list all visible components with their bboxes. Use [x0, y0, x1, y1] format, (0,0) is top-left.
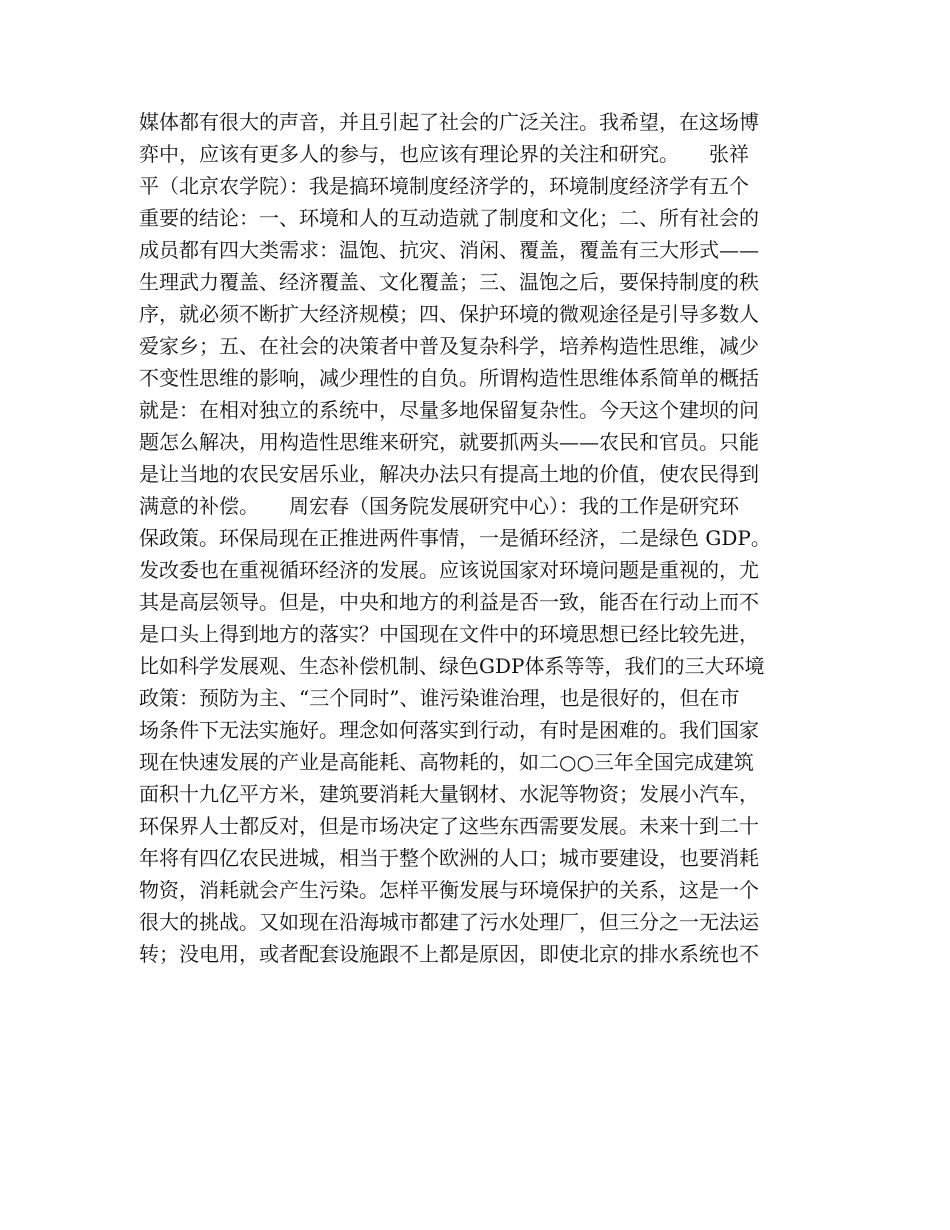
text-line: 成员都有四大类需求：温饱、抗灾、消闲、覆盖，覆盖有三大形式——: [139, 238, 759, 262]
text-line: 很大的挑战。又如现在沿海城市都建了污水处理厂，但三分之一无法运: [139, 910, 759, 934]
text-line: 是口头上得到地方的落实？中国现在文件中的环境思想已经比较先进，: [139, 622, 759, 646]
text-line: 题怎么解决，用构造性思维来研究，就要抓两头——农民和官员。只能: [139, 430, 759, 454]
text-line: 其是高层领导。但是，中央和地方的利益是否一致，能否在行动上而不: [139, 590, 759, 614]
text-line: 发改委也在重视循环经济的发展。应该说国家对环境问题是重视的，尤: [139, 558, 759, 582]
text-line: 现在快速发展的产业是高能耗、高物耗的，如二○○三年全国完成建筑: [139, 750, 754, 774]
text-line: 序，就必须不断扩大经济规模；四、保护环境的微观途径是引导多数人: [139, 302, 759, 326]
text-line: 爱家乡；五、在社会的决策者中普及复杂科学，培养构造性思维，减少: [139, 334, 759, 358]
text-line: 年将有四亿农民进城，相当于整个欧洲的人口；城市要建设，也要消耗: [139, 846, 759, 870]
text-line: 生理武力覆盖、经济覆盖、文化覆盖；三、温饱之后，要保持制度的秩: [139, 270, 759, 294]
text-line: 比如科学发展观、生态补偿机制、绿色GDP体系等等，我们的三大环境: [139, 654, 765, 678]
text-line: 重要的结论：一、环境和人的互动造就了制度和文化；二、所有社会的: [139, 206, 759, 230]
text-line: 物资，消耗就会产生污染。怎样平衡发展与环境保护的关系，这是一个: [139, 878, 759, 902]
text-line: 弈中，应该有更多人的参与，也应该有理论界的关注和研究。 张祥: [139, 142, 749, 166]
text-line: 面积十九亿平方米，建筑要消耗大量钢材、水泥等物资；发展小汽车，: [139, 782, 759, 806]
body-text: [139, 106, 819, 970]
text-line: 保政策。环保局现在正推进两件事情，一是循环经济，二是绿色 GDP。: [139, 526, 771, 550]
text-line: 不变性思维的影响，减少理性的自负。所谓构造性思维体系简单的概括: [139, 366, 759, 390]
text-line: 转；没电用，或者配套设施跟不上都是原因，即使北京的排水系统也不: [139, 942, 759, 966]
text-line: 媒体都有很大的声音，并且引起了社会的广泛关注。我希望，在这场博: [139, 110, 759, 134]
text-line: 平（北京农学院）：我是搞环境制度经济学的，环境制度经济学有五个: [139, 174, 749, 198]
text-line: 政策：预防为主、“三个同时”、谁污染谁治理，也是很好的，但在市: [139, 686, 740, 710]
text-line: 场条件下无法实施好。理念如何落实到行动，有时是困难的。我们国家: [139, 718, 759, 742]
text-line: 环保界人士都反对，但是市场决定了这些东西需要发展。未来十到二十: [139, 814, 759, 838]
text-line: 是让当地的农民安居乐业，解决办法只有提高土地的价值，使农民得到: [139, 462, 759, 486]
text-line: 就是：在相对独立的系统中，尽量多地保留复杂性。今天这个建坝的问: [139, 398, 759, 422]
text-line: 满意的补偿。 周宏春（国务院发展研究中心）：我的工作是研究环: [139, 494, 739, 518]
